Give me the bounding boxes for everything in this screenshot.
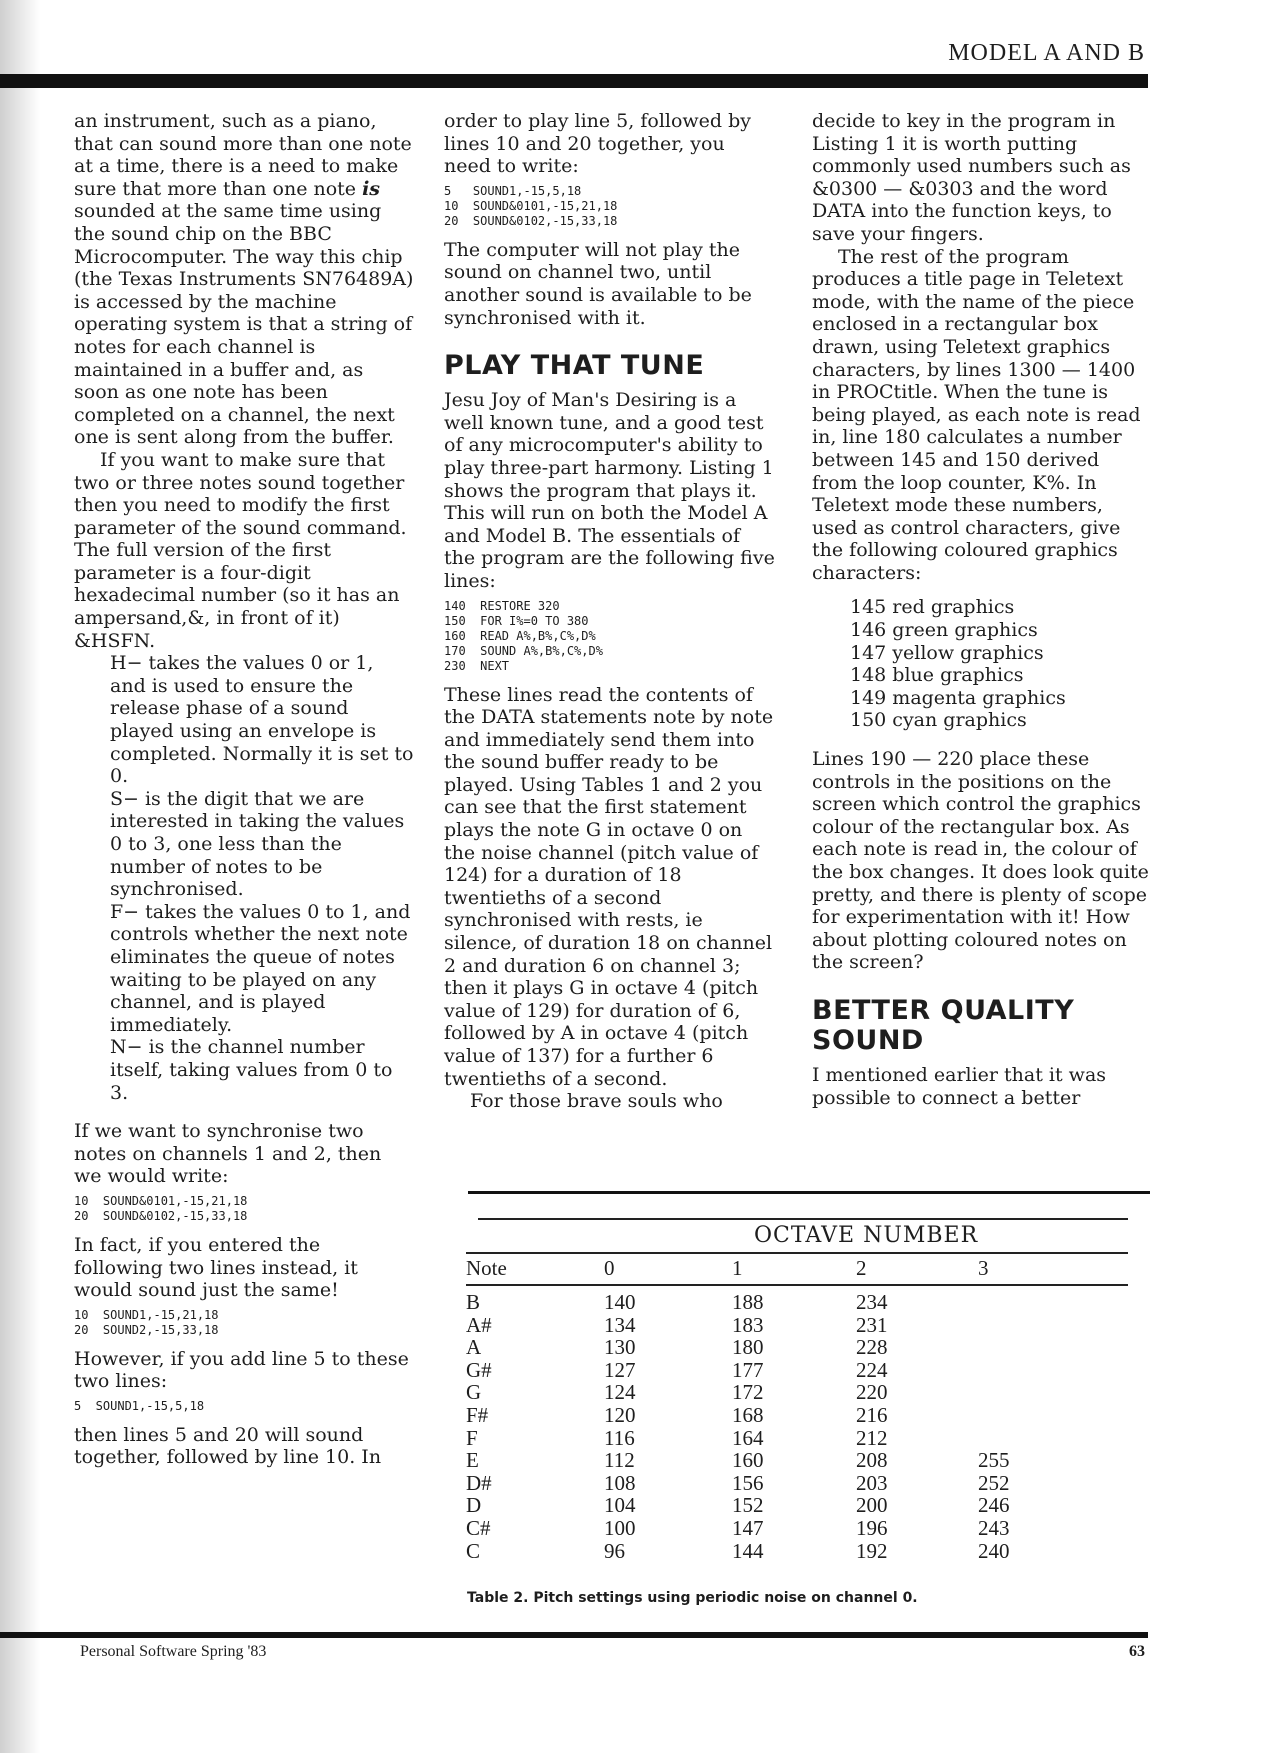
table-value-cell: 192 (856, 1538, 888, 1563)
table-value-cell: 116 (604, 1425, 635, 1450)
table-value-cell: 196 (856, 1516, 888, 1540)
table-value-cell: 112 (604, 1448, 635, 1473)
col2-paragraph-2: The computer will not play the sound on channel two, until another sound is available to be synchronised with it. (444, 238, 752, 329)
table-value-cell: 216 (856, 1403, 888, 1427)
col1-p1b-text: sounded at the same time using the sound chip on the BBC Microcomputer. The way this chip (the Texas Instruments SN76489A) is accessed by the machine operating system is that a string of notes for each channel is maintained in a buffer and, as soon as one note has been completed on a channel, the next one is sent along from the buffer. (74, 200, 414, 449)
table-value-cell: 108 (604, 1470, 636, 1495)
list-item: 149 magenta graphics (850, 686, 1066, 709)
table-note-cell: F# (466, 1403, 489, 1427)
table-value-cell: 188 (732, 1290, 764, 1314)
column-header-octave-1: 1 (732, 1256, 743, 1280)
table-caption: Table 2. Pitch settings using periodic noise on channel 0. (467, 1590, 918, 1606)
table-value-cell: 160 (732, 1448, 764, 1473)
table-value-cell: 172 (732, 1380, 764, 1405)
col1-paragraph-1 (74, 110, 414, 449)
column-2 (444, 110, 776, 1113)
column-header-octave-0: 0 (604, 1256, 615, 1280)
table-value-cell: 183 (732, 1312, 764, 1337)
emphasis-is: is (362, 177, 381, 200)
list-item: 148 blue graphics (850, 664, 1024, 687)
column-header-octave-3: 3 (978, 1256, 989, 1280)
table-rule (466, 1252, 1128, 1254)
footer-rule (0, 1632, 1148, 1638)
table-note-cell: F (466, 1425, 478, 1450)
list-item: 145 red graphics (850, 596, 1015, 619)
table-value-cell: 224 (856, 1357, 888, 1382)
code-listing-order: 5 SOUND1,-15,5,18 10 SOUND&0101,-15,21,18 20 SOUND&0102,-15,33,18 (444, 183, 618, 228)
col1-paragraph-4: In fact, if you entered the following two lines instead, it would sound just the same! (74, 1233, 358, 1302)
table-value-cell: 228 (856, 1335, 888, 1360)
param-f: F− takes the values 0 to 1, and controls whether the next note eliminates the queue of notes waiting to be played on any channel, and is played immediately. (110, 900, 411, 1036)
page-edge-shadow (0, 0, 40, 1753)
table-value-cell: 130 (604, 1335, 636, 1360)
table-value-cell: 208 (856, 1448, 888, 1473)
col3-paragraph-4: I mentioned earlier that it was possible to connect a better (812, 1063, 1107, 1109)
col2-paragraph-5: For those brave souls who (470, 1090, 723, 1113)
param-n: N− is the channel number itself, taking values from 0 to 3. (110, 1036, 393, 1104)
param-s: S− is the digit that we are interested in taking the values 0 to 3, one less than the number of notes to be synchronised. (110, 787, 405, 901)
table-top-rule (468, 1191, 1150, 1194)
table-note-cell: D (466, 1493, 482, 1518)
col2-paragraph-4: These lines read the contents of the DATA statements note by note and immediately send them into the sound buffer ready to be played. Using Tables 1 and 2 you can see that the first statement plays the note G in octave 0 on the noise channel (pitch value of 124) for a duration of 18 twentieths of a second synchronised with rests, ie silence, of duration 18 on channel 2 and duration 6 on channel 3; then it plays G in octave 4 (pitch value of 129) for duration of 6, followed by A in octave 4 (pitch value of 137) for a further 6 twentieths of a second. (444, 683, 774, 1090)
param-h: H− takes the values 0 or 1, and is used to ensure the release phase of a sound played using an envelope is completed. Normally it is set to 0. (110, 652, 414, 788)
header-rule (0, 74, 1148, 88)
table-note-cell: C (466, 1538, 481, 1563)
table-note-cell: E (466, 1448, 479, 1473)
col2-paragraph-1: order to play line 5, followed by lines 10 and 20 together, you need to write: (444, 110, 752, 178)
table-note-cell: B (466, 1290, 481, 1314)
code-listing-essentials: 140 RESTORE 320 150 FOR I%=0 TO 380 160 READ A%,B%,C%,D% 170 SOUND A%,B%,C%,D% 230 NEXT (444, 598, 603, 673)
column-3 (812, 110, 1150, 1109)
table-value-cell: 140 (604, 1290, 636, 1314)
column-header-note: Note (466, 1256, 507, 1280)
col1-paragraph-5: However, if you add line 5 to these two lines: (74, 1347, 409, 1393)
table-note-cell: A (466, 1335, 482, 1360)
col3-paragraph-3: Lines 190 — 220 place these controls in the positions on the screen which control the graphics colour of the rectangular box. As each note is read in, the colour of the box changes. It does look quite pretty, and there is plenty of scope for experimentation with it! How about plotting coloured notes on the screen? (812, 748, 1149, 974)
col1-paragraph-6: then lines 5 and 20 will sound together, followed by line 10. In (74, 1423, 382, 1469)
table-value-cell: 147 (732, 1516, 764, 1540)
table-value-cell: 212 (856, 1425, 888, 1450)
col3-paragraph-1: decide to key in the program in Listing 1 it is worth putting commonly used numbers such as &0300 — &0303 and the word DATA into the function keys, to save your fingers. (812, 110, 1131, 245)
table-rule (466, 1284, 1128, 1286)
table-value-cell: 243 (978, 1516, 1010, 1540)
table-value-cell: 200 (856, 1493, 888, 1518)
heading-better-quality-sound: BETTER QUALITY SOUND (812, 994, 1075, 1056)
table-value-cell: 164 (732, 1425, 764, 1450)
table-note-cell: D# (466, 1470, 492, 1495)
table-note-cell: G# (466, 1357, 492, 1382)
running-header: MODEL A AND B (948, 40, 1145, 66)
table-value-cell: 177 (732, 1357, 764, 1382)
code-listing-alt: 10 SOUND1,-15,21,18 20 SOUND2,-15,33,18 (74, 1307, 219, 1337)
table-value-cell: 96 (604, 1538, 625, 1563)
table-value-cell: 120 (604, 1403, 636, 1427)
table-note-cell: A# (466, 1312, 492, 1337)
table-value-cell: 203 (856, 1470, 888, 1495)
code-listing-sync: 10 SOUND&0101,-15,21,18 20 SOUND&0102,-15,33,18 (74, 1193, 248, 1223)
table-value-cell: 255 (978, 1448, 1010, 1473)
col1-paragraph-3: If we want to synchronise two notes on channels 1 and 2, then we would write: (74, 1120, 382, 1188)
code-listing-line5: 5 SOUND1,-15,5,18 (74, 1398, 205, 1413)
table-value-cell: 156 (732, 1470, 764, 1495)
table-value-cell: 252 (978, 1470, 1010, 1495)
table-value-cell: 180 (732, 1335, 764, 1360)
table-value-cell: 231 (856, 1312, 888, 1337)
table-value-cell: 152 (732, 1493, 764, 1518)
table-value-cell: 124 (604, 1380, 636, 1405)
octave-number-header: OCTAVE NUMBER (754, 1223, 979, 1248)
list-item: 150 cyan graphics (850, 709, 1027, 732)
table-value-cell: 100 (604, 1516, 636, 1540)
list-item: 146 green graphics (850, 619, 1038, 642)
table-note-cell: C# (466, 1516, 491, 1540)
col1-p1-text: an instrument, such as a piano, that can sound more than one note at a time, there is a need to make sure that more than one note (74, 110, 412, 200)
graphics-color-list (812, 596, 1150, 732)
col2-paragraph-3: Jesu Joy of Man's Desiring is a well known tune, and a good test of any microcomputer's ability to play three-part harmony. Listing 1 shows the program that plays it. This will run on both the Model A and Model B. The essentials of the program are the following five lines: (444, 389, 775, 592)
table-value-cell: 104 (604, 1493, 636, 1518)
list-item: 147 yellow graphics (850, 641, 1044, 664)
table-value-cell: 127 (604, 1357, 636, 1382)
heading-play-that-tune: PLAY THAT TUNE (444, 350, 705, 382)
table-value-cell: 144 (732, 1538, 764, 1563)
table-rule (478, 1218, 1128, 1220)
col3-paragraph-2: The rest of the program produces a title page in Teletext mode, with the name of the piece enclosed in a rectangular box drawn, using Teletext graphics characters, by lines 1300 — 1400 in PROCtitle. When the tune is being played, as each note is read in, line 180 calculates a number between 145 and 150 derived from the loop counter, K%. In Teletext mode these numbers, used as control characters, give the following coloured graphics characters: (812, 245, 1141, 584)
table-value-cell: 234 (856, 1290, 888, 1314)
table-value-cell: 220 (856, 1380, 888, 1405)
column-header-octave-2: 2 (856, 1256, 867, 1280)
table-value-cell: 240 (978, 1538, 1010, 1563)
column-1 (74, 110, 414, 1469)
table-value-cell: 134 (604, 1312, 636, 1337)
table-value-cell: 168 (732, 1403, 764, 1427)
col1-paragraph-2: If you want to make sure that two or three notes sound together then you need to modify the first parameter of the sound command. The full version of the first parameter is a four-digit hexadecimal number (so it has an ampersand,&, in front of it) &HSFN. (74, 448, 407, 652)
page-number: 63 (1129, 1643, 1145, 1660)
table-value-cell: 246 (978, 1493, 1010, 1518)
table-note-cell: G (466, 1380, 482, 1405)
footer-publication: Personal Software Spring '83 (80, 1643, 267, 1660)
